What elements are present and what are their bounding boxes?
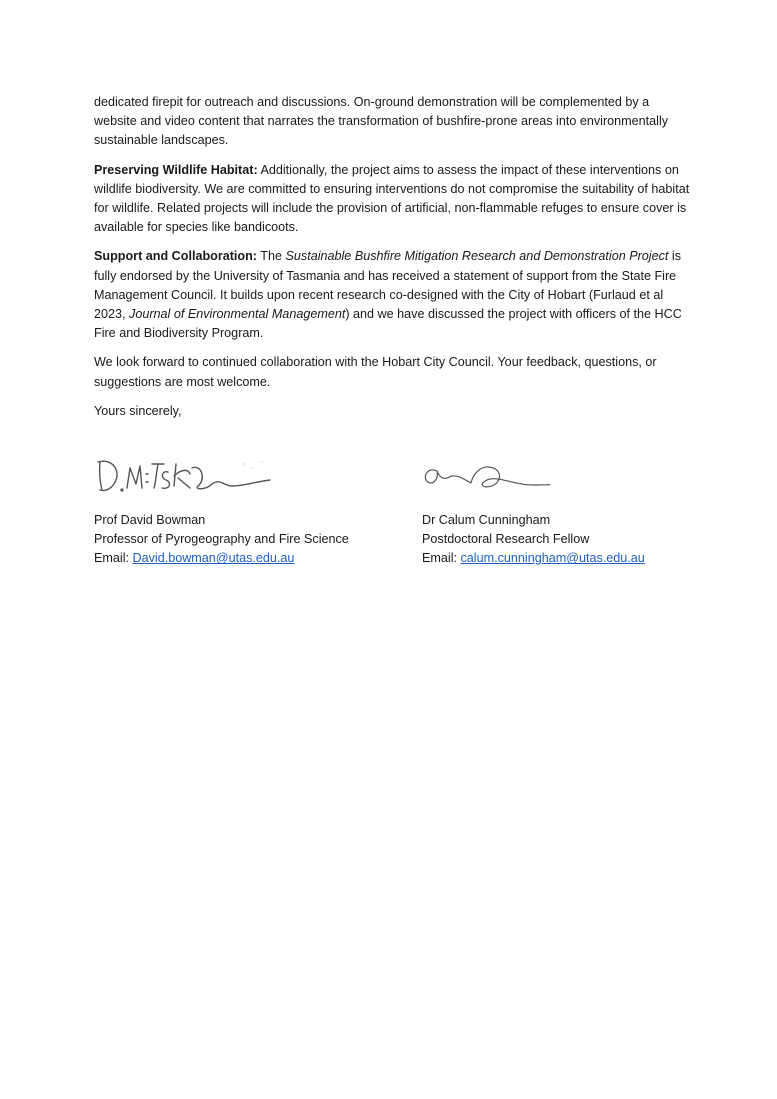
signatory-bowman-details <box>94 511 394 569</box>
signature-cunningham-image <box>422 450 582 505</box>
signatory-title: Postdoctoral Research Fellow <box>422 532 590 547</box>
email-link-cunningham[interactable]: calum.cunningham@utas.edu.au <box>460 551 645 566</box>
paragraph-outreach <box>94 93 694 151</box>
paragraph-closing-text: We look forward to continued collaboration with the Hobart City Council. Your feedback, questions, or suggestions are most welcome. <box>94 355 657 389</box>
signatory-cunningham <box>422 450 722 569</box>
signatory-email-line <box>94 549 394 568</box>
signatory-title: Professor of Pyrogeography and Fire Science <box>94 532 349 547</box>
signatory-cunningham-details <box>422 511 722 569</box>
closing-salutation: Yours sincerely, <box>94 403 182 418</box>
paragraph-support-collaboration <box>94 247 694 343</box>
paragraph-wildlife-habitat <box>94 161 694 238</box>
letter-body <box>94 93 694 421</box>
email-label: Email: <box>422 551 461 566</box>
signatory-name: Dr Calum Cunningham <box>422 513 551 527</box>
journal-name: Journal of Environmental Management <box>129 307 346 322</box>
signature-bowman-image <box>94 450 284 505</box>
email-link-bowman[interactable]: David.bowman@utas.edu.au <box>132 551 295 566</box>
signatory-bowman <box>94 450 394 569</box>
email-label: Email: <box>94 551 133 566</box>
paragraph-closing-remarks <box>94 353 694 391</box>
signature-section <box>94 450 694 570</box>
signatory-name: Prof David Bowman <box>94 513 206 527</box>
paragraph-support-heading: Support and Collaboration: <box>94 249 258 264</box>
paragraph-wildlife-heading: Preserving Wildlife Habitat: <box>94 162 258 177</box>
paragraph-support-text-b: is fully endorsed by the University of Tasmania and has received a statement of support from the State Fire Management Council. It builds upon recent research co-designed with the City of Hobart (Furlaud et al 2023, <box>94 249 682 322</box>
paragraph-support-text-a: The <box>257 249 286 264</box>
paragraph-wildlife-text: Additionally, the project aims to assess the impact of these interventions on wildlife biodiversity. We are committed to ensuring interventions do not compromise the suitability of habitat for wildlife. Related projects will include the provision of artificial, non-flammable refuges to ensure cover is available for species like bandicoots. <box>94 162 690 235</box>
paragraph-outreach-text: dedicated firepit for outreach and discussions. On-ground demonstration will be complemented by a website and video content that narrates the transformation of bushfire-prone areas into environmentally sustainable landscapes. <box>94 95 669 148</box>
paragraph-support-text-c: ) and we have discussed the project with officers of the HCC Fire and Biodiversity Program. <box>94 307 682 341</box>
signatory-email-line <box>422 549 722 568</box>
project-name: Sustainable Bushfire Mitigation Research and Demonstration Project <box>285 249 669 264</box>
